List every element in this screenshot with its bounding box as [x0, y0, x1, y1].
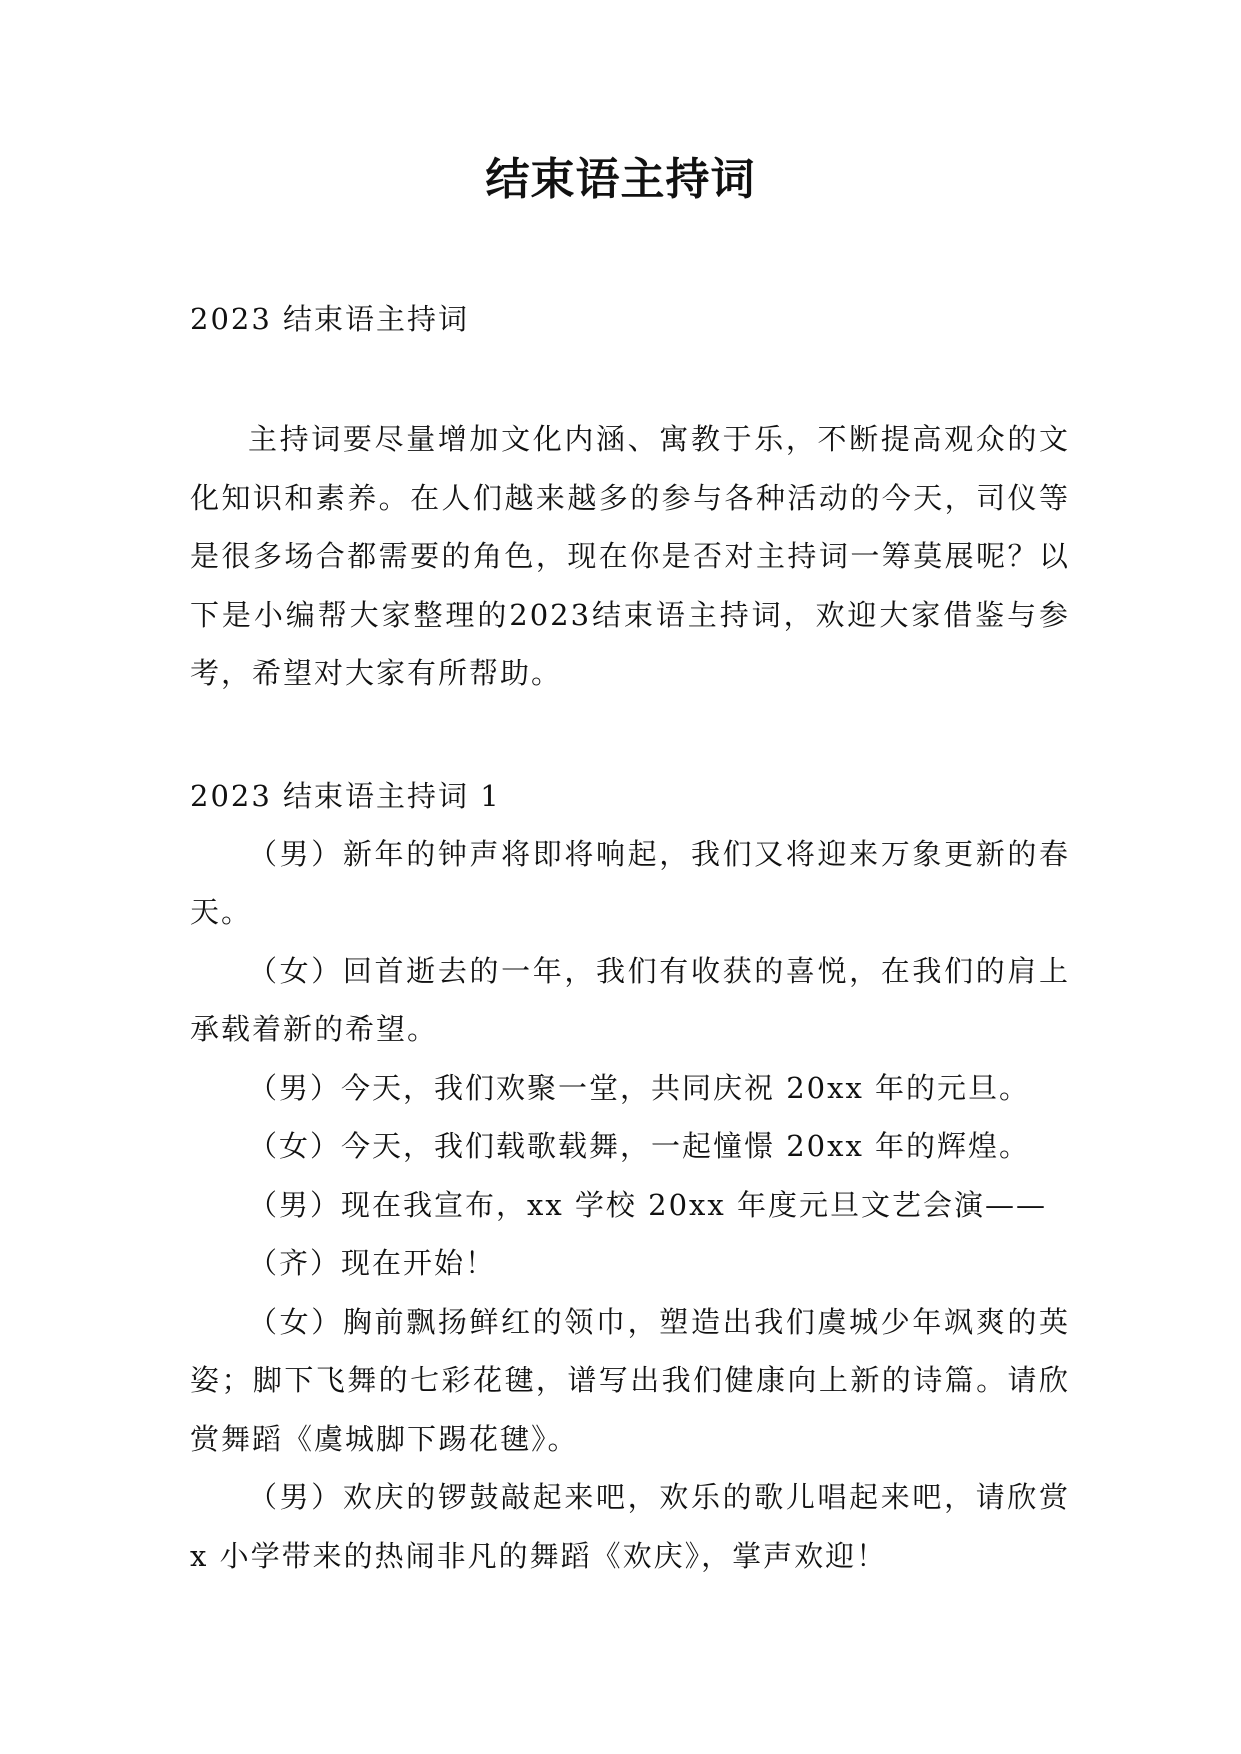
script-line: （齐）现在开始！ [248, 1246, 497, 1280]
spacer [190, 348, 1070, 410]
intro-paragraph: 主持词要尽量增加文化内涵、寓教于乐，不断提高观众的文化知识和素养。在人们越来越多的参与各种活动的今天，司仪等是很多场合都需要的角色，现在你是否对主持词一筹莫展呢？以下是小编帮大家整理的2023结束语主持词，欢迎大家借鉴与参考，希望对大家有所帮助。 [190, 422, 1070, 690]
script-line: （男）今天，我们欢聚一堂，共同庆祝 20xx 年的元旦。 [248, 1070, 1031, 1105]
section-heading: 2023 结束语主持词 1 [190, 778, 501, 813]
script-line: （男）欢庆的锣鼓敲起来吧，欢乐的歌儿唱起来吧，请欣赏 x 小学带来的热闹非凡的舞蹈《欢庆》，掌声欢迎！ [190, 1480, 1070, 1573]
script-line: （女）胸前飘扬鲜红的领巾，塑造出我们虞城少年飒爽的英姿；脚下飞舞的七彩花毽，谱写出我们健康向上新的诗篇。请欣赏舞蹈《虞城脚下踢花毽》。 [190, 1304, 1070, 1456]
document-body [190, 290, 1070, 1585]
script-line: （女）今天，我们载歌载舞，一起憧憬 20xx 年的辉煌。 [248, 1129, 1031, 1163]
document-subtitle: 2023 结束语主持词 [190, 302, 470, 336]
script-line: （女）回首逝去的一年，我们有收获的喜悦，在我们的肩上承载着新的希望。 [190, 953, 1070, 1046]
document-title: 结束语主持词 [485, 154, 756, 205]
script-line: （男）现在我宣布，xx 学校 20xx 年度元旦文艺会演—— [248, 1187, 1047, 1222]
spacer [190, 703, 1070, 767]
script-line: （男）新年的钟声将即将响起，我们又将迎来万象更新的春天。 [190, 836, 1070, 929]
